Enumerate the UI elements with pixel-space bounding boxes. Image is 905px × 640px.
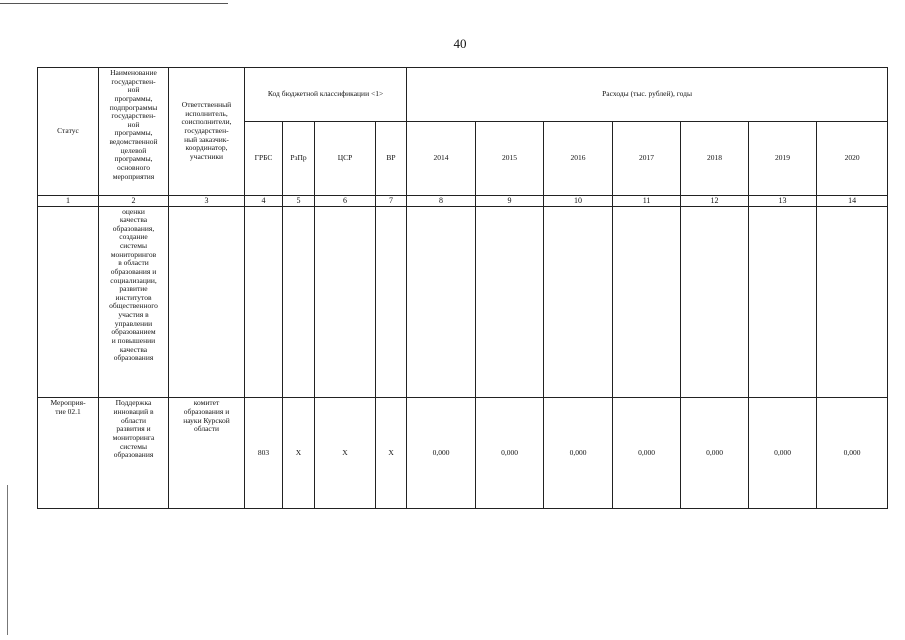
header-status: Статус: [38, 68, 99, 196]
activity-value-2018: 0,000: [681, 398, 749, 509]
empty-cell: [817, 206, 888, 398]
column-number: 5: [283, 195, 315, 206]
column-number-row: [38, 195, 888, 206]
column-number: 8: [407, 195, 476, 206]
margin-rule: [7, 485, 8, 635]
header-year-2017: 2017: [613, 122, 681, 195]
header-code-vr: ВР: [376, 122, 407, 195]
empty-cell: [476, 206, 544, 398]
header-budget-code: Код бюджетной классификации <1>: [245, 68, 407, 122]
empty-cell: [315, 206, 376, 398]
header-code-rzpr: РзПр: [283, 122, 315, 195]
page-number: 40: [453, 36, 467, 51]
activity-responsible-cell: комитет образования и науки Курской области: [169, 398, 245, 509]
column-number: 4: [245, 195, 283, 206]
column-number: 2: [99, 195, 169, 206]
activity-value-2017: 0,000: [613, 398, 681, 509]
column-number: 12: [681, 195, 749, 206]
header-year-2015: 2015: [476, 122, 544, 195]
activity-status-cell: Мероприя- тие 02.1: [38, 398, 99, 509]
activity-row: [38, 398, 888, 509]
column-number: 6: [315, 195, 376, 206]
column-number: 7: [376, 195, 407, 206]
activity-value-2020: 0,000: [817, 398, 888, 509]
activity-rzpr-cell: Х: [283, 398, 315, 509]
header-row-1: [38, 68, 888, 122]
header-year-2014: 2014: [407, 122, 476, 195]
column-number: 10: [544, 195, 613, 206]
header-year-2019: 2019: [749, 122, 817, 195]
activity-csr-cell: Х: [315, 398, 376, 509]
continuation-row: [38, 206, 888, 398]
empty-cell: [283, 206, 315, 398]
activity-grbs-cell: 803: [245, 398, 283, 509]
activity-value-2019: 0,000: [749, 398, 817, 509]
header-year-2016: 2016: [544, 122, 613, 195]
header-code-csr: ЦСР: [315, 122, 376, 195]
header-name: Наименование государствен- ной программы, подпрограммы государствен- ной программы, ведомственной целевой программы, основного мероприятия: [99, 68, 169, 196]
activity-vr-cell: Х: [376, 398, 407, 509]
column-number: 1: [38, 195, 99, 206]
column-number: 14: [817, 195, 888, 206]
continuation-name-cell: оценки качества образования, создание системы мониторингов в области образования и социализации, развитие институтов общественного участия в управлении образованием и повышении качества образования: [99, 206, 169, 398]
header-code-grbs: ГРБС: [245, 122, 283, 195]
column-number: 11: [613, 195, 681, 206]
activity-name-cell: Поддержка инноваций в области развития и мониторинга системы образования: [99, 398, 169, 509]
column-number: 9: [476, 195, 544, 206]
activity-value-2015: 0,000: [476, 398, 544, 509]
empty-cell: [681, 206, 749, 398]
empty-cell: [613, 206, 681, 398]
header-year-2018: 2018: [681, 122, 749, 195]
empty-cell: [544, 206, 613, 398]
column-number: 3: [169, 195, 245, 206]
header-year-2020: 2020: [817, 122, 888, 195]
empty-cell: [376, 206, 407, 398]
empty-cell: [749, 206, 817, 398]
activity-value-2016: 0,000: [544, 398, 613, 509]
empty-cell: [245, 206, 283, 398]
activity-value-2014: 0,000: [407, 398, 476, 509]
column-number: 13: [749, 195, 817, 206]
continuation-status-cell: [38, 206, 99, 398]
empty-cell: [407, 206, 476, 398]
top-rule: [0, 3, 228, 4]
header-expenses: Расходы (тыс. рублей), годы: [407, 68, 888, 122]
empty-cell: [169, 206, 245, 398]
budget-table: [37, 67, 888, 509]
header-responsible: Ответственный исполнитель, соисполнители, государствен- ный заказчик- координатор, участники: [169, 68, 245, 196]
